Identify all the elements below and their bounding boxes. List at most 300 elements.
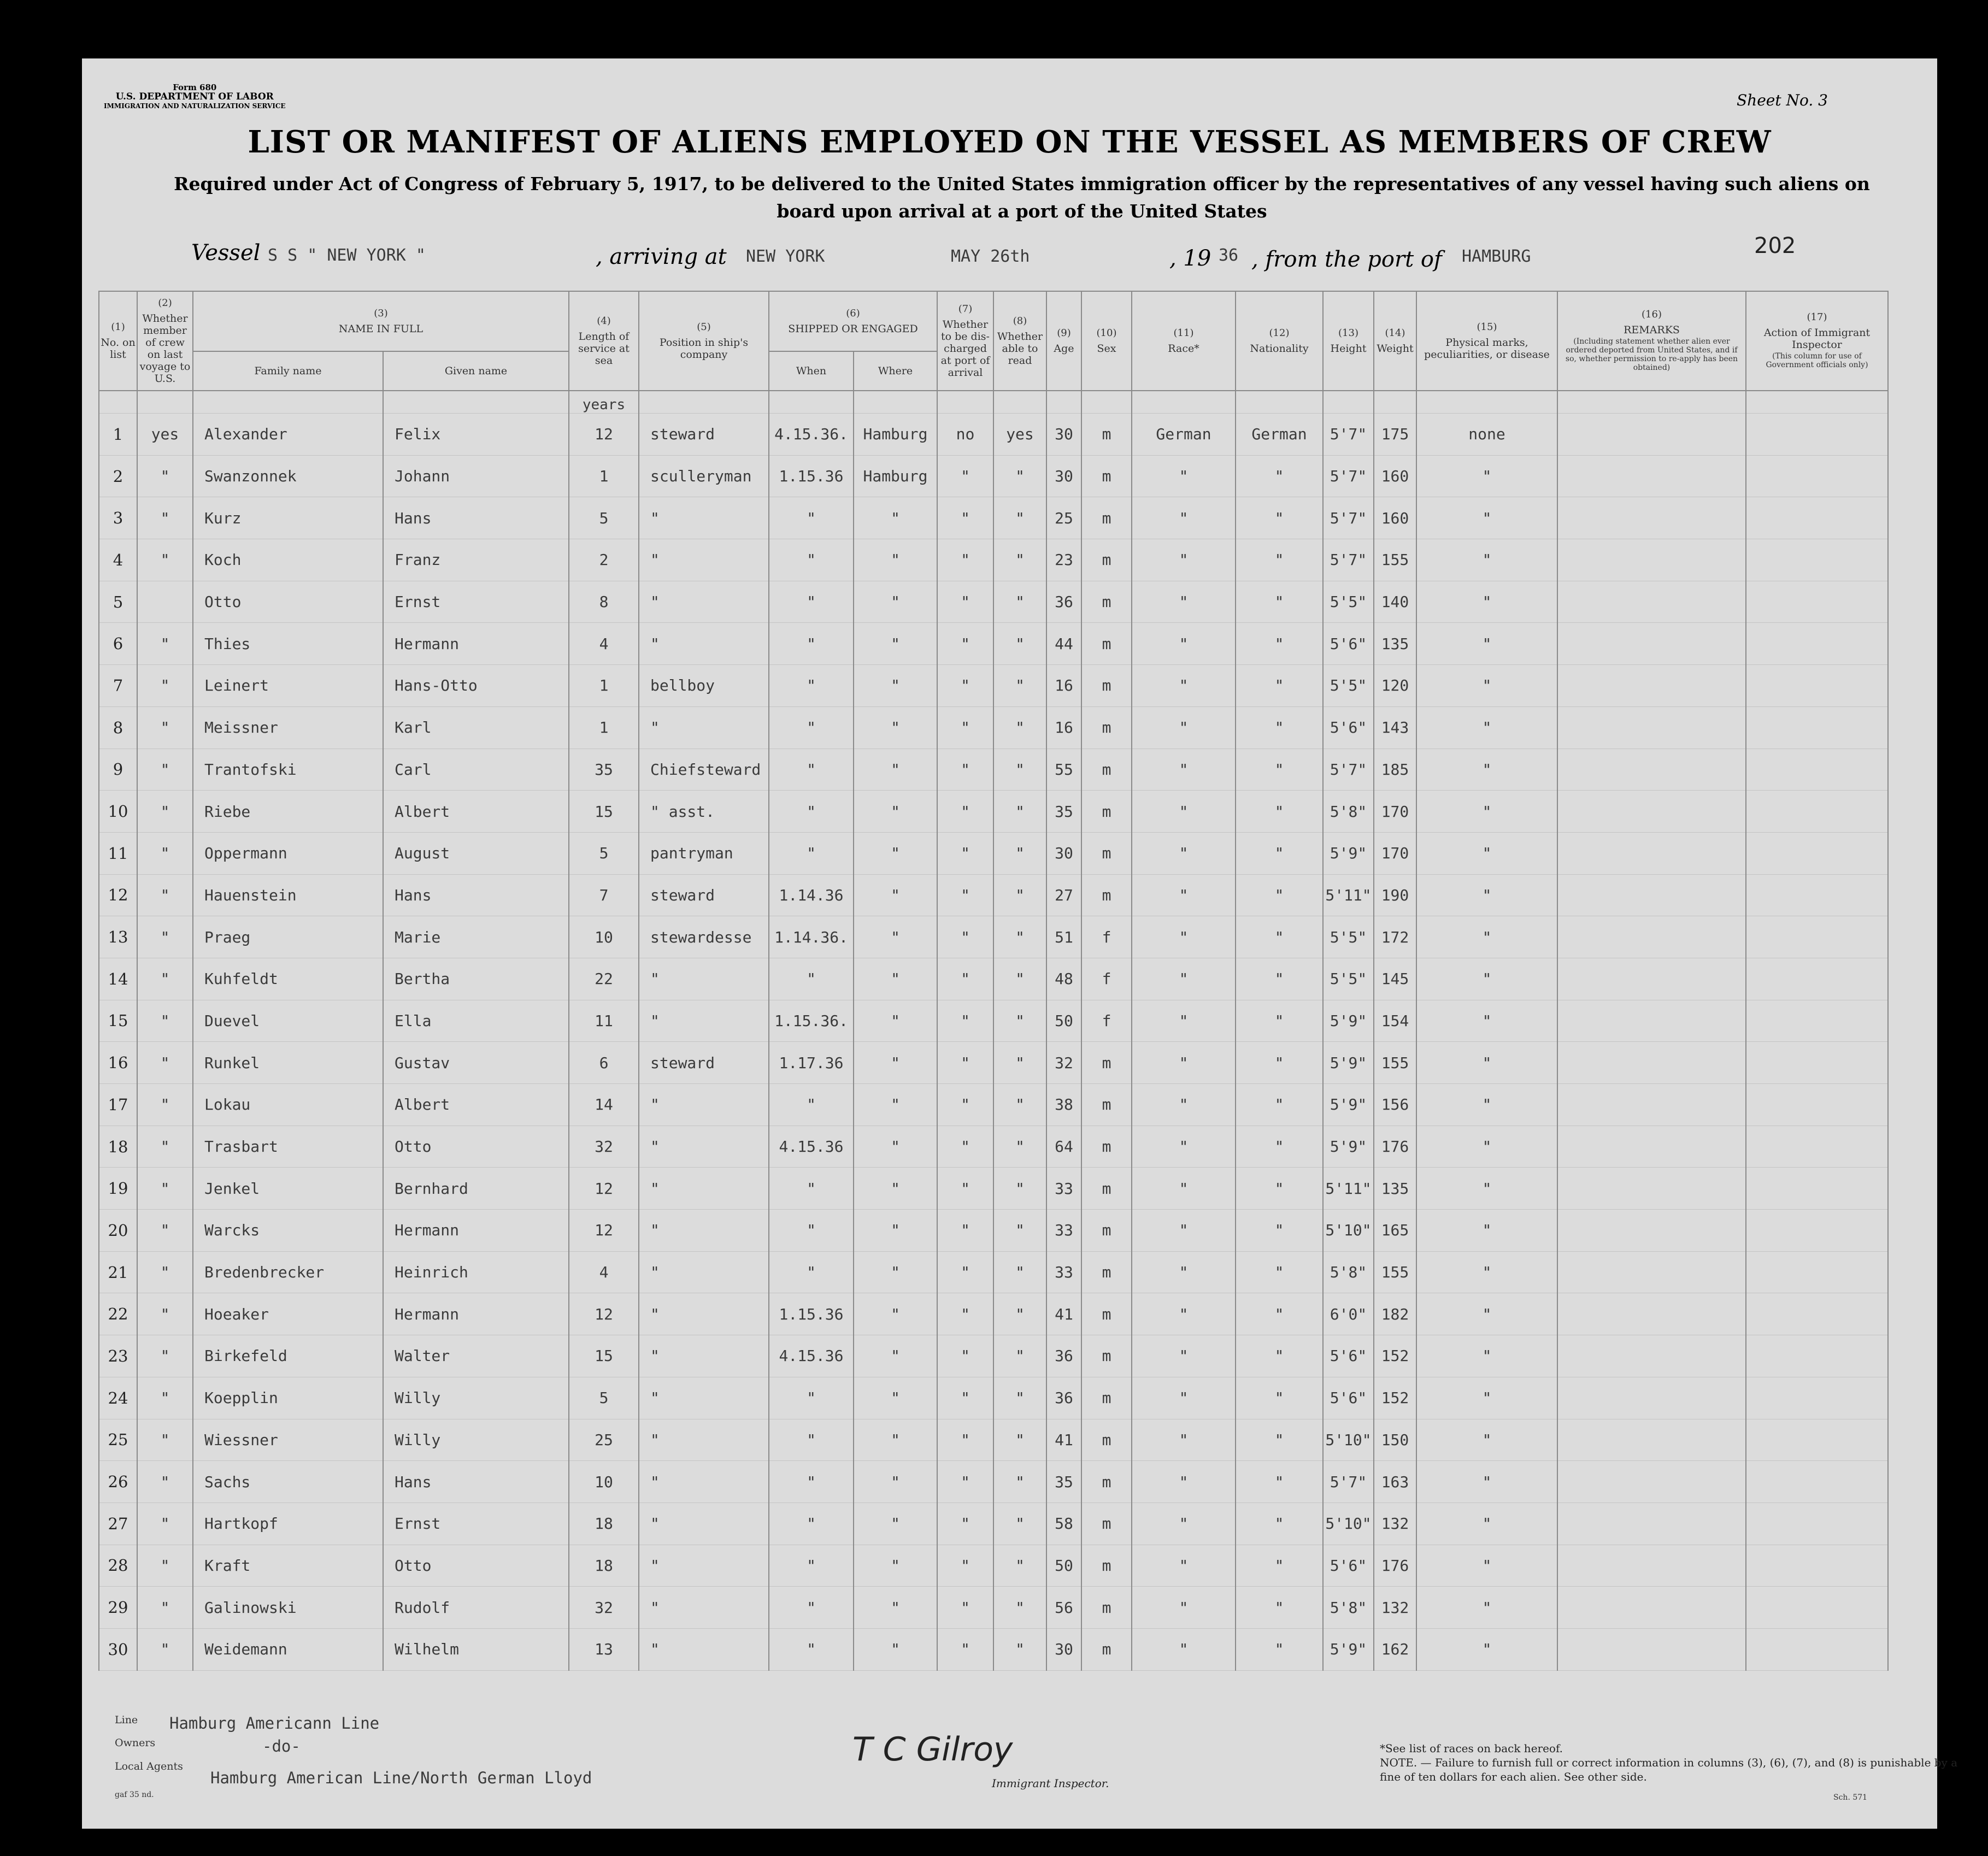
able-to-read-cell: yes: [993, 414, 1046, 456]
given-name-cell: Ella: [383, 1000, 569, 1042]
weight-cell: 170: [1374, 832, 1416, 874]
given-name-cell: Hans-Otto: [383, 665, 569, 707]
given-name-cell: Karl: [383, 706, 569, 749]
race-cell: ": [1132, 581, 1236, 623]
nationality-cell: ": [1236, 749, 1323, 791]
inspector-action-cell: [1746, 1168, 1888, 1210]
height-cell: 5'11": [1323, 874, 1374, 916]
remarks-cell: [1557, 1503, 1746, 1545]
shipped-where-cell: ": [854, 1587, 937, 1629]
shipped-where-cell: ": [854, 916, 937, 958]
family-name-cell: Riebe: [193, 791, 383, 833]
weight-cell: 143: [1374, 706, 1416, 749]
age-cell: 58: [1046, 1503, 1081, 1545]
position-cell: ": [639, 1084, 769, 1126]
crew-row: [99, 497, 1888, 539]
family-name-cell: Otto: [193, 581, 383, 623]
nationality-cell: ": [1236, 958, 1323, 1000]
discharged-cell: ": [937, 874, 993, 916]
service-length-cell: 5: [569, 1377, 639, 1419]
able-to-read-cell: ": [993, 958, 1046, 1000]
department: U.S. DEPARTMENT OF LABOR: [115, 91, 274, 102]
physical-marks-cell: ": [1416, 832, 1557, 874]
physical-marks-cell: ": [1416, 749, 1557, 791]
shipped-where-cell: ": [854, 706, 937, 749]
crew-row: [99, 539, 1888, 581]
weight-cell: 176: [1374, 1126, 1416, 1168]
able-to-read-cell: ": [993, 539, 1046, 581]
age-cell: 25: [1046, 497, 1081, 539]
shipped-where-cell: ": [854, 1251, 937, 1293]
family-name-cell: Hauenstein: [193, 874, 383, 916]
crew-row: [99, 874, 1888, 916]
physical-marks-cell: ": [1416, 1419, 1557, 1461]
weight-cell: 190: [1374, 874, 1416, 916]
sex-cell: m: [1081, 1293, 1132, 1335]
remarks-cell: [1557, 623, 1746, 665]
height-cell: 5'9": [1323, 1000, 1374, 1042]
age-cell: 41: [1046, 1419, 1081, 1461]
previous-voyage-cell: ": [137, 832, 193, 874]
sex-cell: m: [1081, 1461, 1132, 1503]
age-cell: 33: [1046, 1168, 1081, 1210]
row-number-cell: 6: [99, 623, 137, 665]
age-cell: 16: [1046, 706, 1081, 749]
shipped-when-cell: 4.15.36: [769, 1335, 854, 1377]
physical-marks-cell: ": [1416, 916, 1557, 958]
shipped-when-cell: ": [769, 1377, 854, 1419]
crew-row: [99, 581, 1888, 623]
col-where-header: Where: [854, 351, 937, 391]
discharged-cell: ": [937, 539, 993, 581]
discharged-cell: ": [937, 1210, 993, 1252]
shipped-where-cell: ": [854, 1335, 937, 1377]
position-cell: sculleryman: [639, 455, 769, 497]
race-cell: ": [1132, 1126, 1236, 1168]
previous-voyage-cell: ": [137, 623, 193, 665]
previous-voyage-cell: ": [137, 1545, 193, 1587]
shipped-when-cell: ": [769, 749, 854, 791]
able-to-read-cell: ": [993, 706, 1046, 749]
inspector-action-cell: [1746, 455, 1888, 497]
given-name-cell: Johann: [383, 455, 569, 497]
legal-note: [1380, 1741, 1959, 1784]
position-cell: ": [639, 1377, 769, 1419]
given-name-cell: Ernst: [383, 1503, 569, 1545]
service-length-cell: 6: [569, 1042, 639, 1084]
inspector-action-cell: [1746, 1000, 1888, 1042]
row-number-cell: 21: [99, 1251, 137, 1293]
shipped-where-cell: ": [854, 874, 937, 916]
race-cell: ": [1132, 665, 1236, 707]
age-cell: 27: [1046, 874, 1081, 916]
able-to-read-cell: ": [993, 791, 1046, 833]
units-row: [99, 391, 1888, 414]
previous-voyage-cell: ": [137, 1293, 193, 1335]
age-cell: 33: [1046, 1210, 1081, 1252]
remarks-cell: [1557, 1545, 1746, 1587]
nationality-cell: ": [1236, 1503, 1323, 1545]
family-name-cell: Swanzonnek: [193, 455, 383, 497]
punch-hole: [38, 270, 72, 304]
inspector-action-cell: [1746, 916, 1888, 958]
shipped-where-cell: ": [854, 1042, 937, 1084]
shipped-where-cell: ": [854, 665, 937, 707]
year-prefix: , 19: [1169, 246, 1211, 271]
position-cell: ": [639, 1628, 769, 1670]
sheet-number: [1737, 91, 1828, 109]
discharged-cell: ": [937, 623, 993, 665]
row-number-cell: 7: [99, 665, 137, 707]
shipped-when-cell: 4.15.36: [769, 1126, 854, 1168]
physical-marks-cell: none: [1416, 414, 1557, 456]
sex-cell: m: [1081, 1587, 1132, 1629]
sex-cell: m: [1081, 1042, 1132, 1084]
shipped-where-cell: ": [854, 1377, 937, 1419]
inspector-action-cell: [1746, 623, 1888, 665]
nationality-cell: ": [1236, 1251, 1323, 1293]
page-number: 202: [1754, 233, 1796, 258]
inspector-action-cell: [1746, 1293, 1888, 1335]
height-cell: 5'7": [1323, 749, 1374, 791]
nationality-cell: ": [1236, 1461, 1323, 1503]
sex-cell: m: [1081, 581, 1132, 623]
shipped-when-cell: ": [769, 1168, 854, 1210]
sex-cell: m: [1081, 1628, 1132, 1670]
owners-label: Owners: [115, 1737, 156, 1749]
position-cell: ": [639, 1251, 769, 1293]
shipped-when-cell: ": [769, 1587, 854, 1629]
family-name-cell: Lokau: [193, 1084, 383, 1126]
sex-cell: m: [1081, 706, 1132, 749]
weight-cell: 135: [1374, 1168, 1416, 1210]
col-height-header: (13) Height: [1323, 291, 1374, 391]
given-name-cell: Franz: [383, 539, 569, 581]
given-name-cell: Willy: [383, 1377, 569, 1419]
previous-voyage-cell: ": [137, 539, 193, 581]
physical-marks-cell: ": [1416, 497, 1557, 539]
remarks-cell: [1557, 1461, 1746, 1503]
race-cell: ": [1132, 1042, 1236, 1084]
race-cell: ": [1132, 1210, 1236, 1252]
sheet-value: 3: [1818, 91, 1828, 109]
height-cell: 5'7": [1323, 1461, 1374, 1503]
service-length-cell: 8: [569, 581, 639, 623]
service-length-cell: 12: [569, 1210, 639, 1252]
vessel-name: S S " NEW YORK ": [268, 246, 426, 265]
physical-marks-cell: ": [1416, 1000, 1557, 1042]
position-cell: " asst.: [639, 791, 769, 833]
nationality-cell: ": [1236, 1293, 1323, 1335]
height-cell: 5'7": [1323, 414, 1374, 456]
nationality-cell: ": [1236, 1628, 1323, 1670]
height-cell: 5'8": [1323, 1587, 1374, 1629]
races-note: *See list of races on back hereof.: [1380, 1742, 1563, 1755]
arrival-date: MAY 26th: [951, 247, 1030, 266]
position-cell: stewardesse: [639, 916, 769, 958]
physical-marks-cell: ": [1416, 623, 1557, 665]
height-cell: 5'6": [1323, 623, 1374, 665]
remarks-cell: [1557, 791, 1746, 833]
shipped-when-cell: 1.15.36: [769, 1293, 854, 1335]
crew-row: [99, 1042, 1888, 1084]
service-length-cell: 7: [569, 874, 639, 916]
weight-cell: 182: [1374, 1293, 1416, 1335]
able-to-read-cell: ": [993, 1587, 1046, 1629]
crew-row: [99, 1084, 1888, 1126]
position-cell: ": [639, 1545, 769, 1587]
crew-row: [99, 1461, 1888, 1503]
shipped-when-cell: ": [769, 1251, 854, 1293]
age-cell: 30: [1046, 832, 1081, 874]
shipped-when-cell: ": [769, 832, 854, 874]
crew-row: [99, 706, 1888, 749]
position-cell: steward: [639, 1042, 769, 1084]
punch-hole: [44, 626, 78, 659]
family-name-cell: Praeg: [193, 916, 383, 958]
service-length-cell: 18: [569, 1545, 639, 1587]
row-number-cell: 23: [99, 1335, 137, 1377]
given-name-cell: Ernst: [383, 581, 569, 623]
remarks-cell: [1557, 1419, 1746, 1461]
shipped-when-cell: ": [769, 1084, 854, 1126]
manifest-sheet: [82, 58, 1958, 1829]
age-cell: 35: [1046, 791, 1081, 833]
race-cell: ": [1132, 497, 1236, 539]
nationality-cell: ": [1236, 1126, 1323, 1168]
service-length-cell: 4: [569, 1251, 639, 1293]
weight-cell: 155: [1374, 539, 1416, 581]
position-cell: ": [639, 1293, 769, 1335]
discharged-cell: ": [937, 581, 993, 623]
line-label: Line: [115, 1714, 138, 1726]
race-cell: ": [1132, 749, 1236, 791]
position-cell: ": [639, 581, 769, 623]
inspector-action-cell: [1746, 1084, 1888, 1126]
race-cell: ": [1132, 1419, 1236, 1461]
position-cell: steward: [639, 874, 769, 916]
sex-cell: m: [1081, 791, 1132, 833]
service-length-cell: 12: [569, 1168, 639, 1210]
race-cell: ": [1132, 623, 1236, 665]
row-number-cell: 30: [99, 1628, 137, 1670]
shipped-when-cell: 4.15.36.: [769, 414, 854, 456]
previous-voyage-cell: ": [137, 1084, 193, 1126]
weight-cell: 156: [1374, 1084, 1416, 1126]
service-name: IMMIGRATION AND NATURALIZATION SERVICE: [104, 102, 286, 110]
sex-cell: m: [1081, 1084, 1132, 1126]
inspector-action-cell: [1746, 1377, 1888, 1419]
physical-marks-cell: ": [1416, 1503, 1557, 1545]
given-name-cell: Wilhelm: [383, 1628, 569, 1670]
col-previous-voyage-header: (2) Whether member of crew on last voyage to U.S.: [137, 291, 193, 391]
schedule-number: Sch. 571: [1833, 1793, 1868, 1802]
physical-marks-cell: ": [1416, 958, 1557, 1000]
crew-row: [99, 1293, 1888, 1335]
race-cell: ": [1132, 1335, 1236, 1377]
service-length-cell: 14: [569, 1084, 639, 1126]
able-to-read-cell: ": [993, 832, 1046, 874]
shipped-when-cell: ": [769, 1461, 854, 1503]
col-when-header: When: [769, 351, 854, 391]
position-cell: ": [639, 1503, 769, 1545]
shipped-when-cell: ": [769, 497, 854, 539]
sheet-label: Sheet No.: [1736, 91, 1814, 109]
crew-row: [99, 1587, 1888, 1629]
position-cell: ": [639, 1419, 769, 1461]
position-cell: ": [639, 958, 769, 1000]
family-name-cell: Bredenbrecker: [193, 1251, 383, 1293]
position-cell: ": [639, 539, 769, 581]
line-value: Hamburg Americann Line: [169, 1714, 380, 1733]
given-name-cell: Otto: [383, 1545, 569, 1587]
discharged-cell: ": [937, 455, 993, 497]
discharged-cell: ": [937, 791, 993, 833]
shipped-when-cell: 1.14.36.: [769, 916, 854, 958]
race-cell: ": [1132, 1251, 1236, 1293]
remarks-cell: [1557, 665, 1746, 707]
inspector-label: Immigrant Inspector.: [992, 1777, 1109, 1790]
service-length-cell: 35: [569, 749, 639, 791]
physical-marks-cell: ": [1416, 874, 1557, 916]
remarks-cell: [1557, 1084, 1746, 1126]
col-service-header: (4) Length of service at sea: [569, 291, 639, 391]
previous-voyage-cell: ": [137, 665, 193, 707]
discharged-cell: no: [937, 414, 993, 456]
given-name-cell: Gustav: [383, 1042, 569, 1084]
position-cell: ": [639, 1587, 769, 1629]
inspector-action-cell: [1746, 1335, 1888, 1377]
discharged-cell: ": [937, 1377, 993, 1419]
height-cell: 5'5": [1323, 665, 1374, 707]
height-cell: 6'0": [1323, 1293, 1374, 1335]
weight-cell: 160: [1374, 497, 1416, 539]
from-port-label: , from the port of: [1251, 247, 1442, 272]
col-sex-header: (10) Sex: [1081, 291, 1132, 391]
service-length-cell: 10: [569, 1461, 639, 1503]
nationality-cell: ": [1236, 1210, 1323, 1252]
sex-cell: m: [1081, 623, 1132, 665]
row-number-cell: 19: [99, 1168, 137, 1210]
weight-cell: 132: [1374, 1503, 1416, 1545]
nationality-cell: German: [1236, 414, 1323, 456]
col-remarks-header: (16) REMARKS (Including statement whether alien ever ordered deported from United States, and if so, whether permission to re-apply has been obtained): [1557, 291, 1746, 391]
weight-cell: 120: [1374, 665, 1416, 707]
race-cell: German: [1132, 414, 1236, 456]
physical-marks-cell: ": [1416, 706, 1557, 749]
able-to-read-cell: ": [993, 1126, 1046, 1168]
previous-voyage-cell: ": [137, 916, 193, 958]
sex-cell: m: [1081, 1335, 1132, 1377]
age-cell: 35: [1046, 1461, 1081, 1503]
able-to-read-cell: ": [993, 1084, 1046, 1126]
height-cell: 5'8": [1323, 791, 1374, 833]
position-cell: ": [639, 1335, 769, 1377]
row-number-cell: 27: [99, 1503, 137, 1545]
remarks-cell: [1557, 1587, 1746, 1629]
weight-cell: 175: [1374, 414, 1416, 456]
service-length-cell: 12: [569, 414, 639, 456]
remarks-cell: [1557, 1293, 1746, 1335]
crew-row: [99, 791, 1888, 833]
punch-hole: [52, 841, 86, 875]
service-length-cell: 12: [569, 1293, 639, 1335]
sex-cell: m: [1081, 749, 1132, 791]
given-name-cell: Willy: [383, 1419, 569, 1461]
previous-voyage-cell: ": [137, 1628, 193, 1670]
age-cell: 36: [1046, 581, 1081, 623]
remarks-cell: [1557, 455, 1746, 497]
row-number-cell: 15: [99, 1000, 137, 1042]
service-length-cell: 22: [569, 958, 639, 1000]
service-length-cell: 32: [569, 1587, 639, 1629]
sex-cell: m: [1081, 1168, 1132, 1210]
age-cell: 23: [1046, 539, 1081, 581]
discharged-cell: ": [937, 1251, 993, 1293]
shipped-when-cell: ": [769, 539, 854, 581]
able-to-read-cell: ": [993, 1419, 1046, 1461]
family-name-cell: Trasbart: [193, 1126, 383, 1168]
inspector-action-cell: [1746, 791, 1888, 833]
height-cell: 5'5": [1323, 581, 1374, 623]
height-cell: 5'6": [1323, 1545, 1374, 1587]
col-marks-header: (15) Physical marks, peculiarities, or disease: [1416, 291, 1557, 391]
remarks-cell: [1557, 916, 1746, 958]
family-name-cell: Duevel: [193, 1000, 383, 1042]
crew-row: [99, 1335, 1888, 1377]
row-number-cell: 26: [99, 1461, 137, 1503]
race-cell: ": [1132, 539, 1236, 581]
height-cell: 5'10": [1323, 1210, 1374, 1252]
race-cell: ": [1132, 1168, 1236, 1210]
row-number-cell: 1: [99, 414, 137, 456]
crew-row: [99, 916, 1888, 958]
inspector-action-cell: [1746, 706, 1888, 749]
col-position-header: (5) Position in ship's company: [639, 291, 769, 391]
race-cell: ": [1132, 1545, 1236, 1587]
row-number-cell: 11: [99, 832, 137, 874]
able-to-read-cell: ": [993, 749, 1046, 791]
remarks-cell: [1557, 1000, 1746, 1042]
service-length-cell: 11: [569, 1000, 639, 1042]
given-name-cell: Bertha: [383, 958, 569, 1000]
sex-cell: m: [1081, 414, 1132, 456]
previous-voyage-cell: ": [137, 1210, 193, 1252]
inspector-action-cell: [1746, 1419, 1888, 1461]
sex-cell: m: [1081, 1377, 1132, 1419]
weight-cell: 132: [1374, 1587, 1416, 1629]
weight-cell: 163: [1374, 1461, 1416, 1503]
inspector-action-cell: [1746, 665, 1888, 707]
able-to-read-cell: ": [993, 1042, 1046, 1084]
height-cell: 5'6": [1323, 706, 1374, 749]
previous-voyage-cell: ": [137, 1419, 193, 1461]
previous-voyage-cell: ": [137, 455, 193, 497]
weight-cell: 165: [1374, 1210, 1416, 1252]
shipped-where-cell: ": [854, 958, 937, 1000]
family-name-cell: Hartkopf: [193, 1503, 383, 1545]
height-cell: 5'6": [1323, 1377, 1374, 1419]
row-number-cell: 22: [99, 1293, 137, 1335]
discharged-cell: ": [937, 958, 993, 1000]
family-name-cell: Trantofski: [193, 749, 383, 791]
crew-row: [99, 623, 1888, 665]
sex-cell: m: [1081, 832, 1132, 874]
nationality-cell: ": [1236, 916, 1323, 958]
height-cell: 5'7": [1323, 539, 1374, 581]
weight-cell: 152: [1374, 1377, 1416, 1419]
race-cell: ": [1132, 1377, 1236, 1419]
